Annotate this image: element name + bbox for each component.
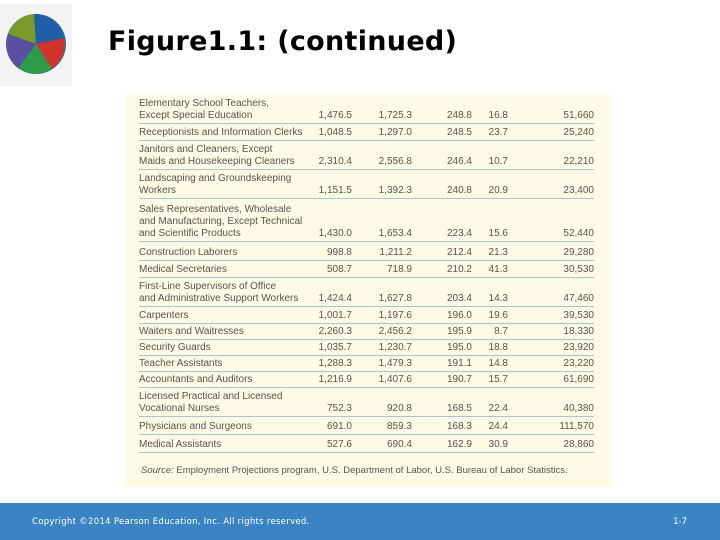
value-cell-1: 1,424.4	[315, 277, 352, 306]
value-cell-3: 191.1	[412, 355, 472, 371]
value-cell-3: 223.4	[412, 198, 472, 241]
occupation-name: Physicians and Surgeons	[139, 416, 315, 434]
value-cell-2: 2,556.8	[352, 140, 412, 169]
table-row	[139, 355, 594, 371]
occupation-name: Accountants and Auditors	[139, 371, 315, 387]
occupation-name: Waiters and Waitresses	[139, 323, 315, 339]
value-cell-4: 22.4	[472, 387, 508, 416]
value-cell-3: 240.8	[412, 169, 472, 198]
table-row	[139, 277, 594, 306]
value-cell-3: 195.0	[412, 339, 472, 355]
value-cell-5: 23,220	[508, 355, 594, 371]
value-cell-1: 2,260.3	[315, 323, 352, 339]
table-row	[139, 140, 594, 169]
value-cell-3: 190.7	[412, 371, 472, 387]
value-cell-2: 1,479.3	[352, 355, 412, 371]
table-row	[139, 371, 594, 387]
table-row	[139, 387, 594, 416]
occupation-table-figure	[125, 95, 612, 487]
value-cell-5: 40,380	[508, 387, 594, 416]
value-cell-1: 1,001.7	[315, 306, 352, 323]
occupation-name: Construction Laborers	[139, 241, 315, 260]
value-cell-5: 29,280	[508, 241, 594, 260]
value-cell-5: 23,400	[508, 169, 594, 198]
occupation-name: First-Line Supervisors of Office and Administrative Support Workers	[139, 277, 315, 306]
value-cell-4: 16.8	[472, 97, 508, 123]
table-row	[139, 97, 594, 123]
value-cell-3: 168.5	[412, 387, 472, 416]
value-cell-3: 246.4	[412, 140, 472, 169]
value-cell-4: 15.6	[472, 198, 508, 241]
occupation-name: Licensed Practical and Licensed Vocational Nurses	[139, 387, 315, 416]
occupation-name: Security Guards	[139, 339, 315, 355]
value-cell-4: 15.7	[472, 371, 508, 387]
value-cell-1: 508.7	[315, 260, 352, 277]
occupation-table	[139, 97, 594, 453]
slide-footer	[0, 503, 720, 540]
value-cell-5: 61,690	[508, 371, 594, 387]
value-cell-4: 20.9	[472, 169, 508, 198]
slide-title: Figure1.1: (continued)	[108, 26, 458, 57]
value-cell-5: 39,530	[508, 306, 594, 323]
value-cell-1: 998.8	[315, 241, 352, 260]
value-cell-1: 752.3	[315, 387, 352, 416]
table-row	[139, 198, 594, 241]
value-cell-3: 210.2	[412, 260, 472, 277]
value-cell-1: 1,288.3	[315, 355, 352, 371]
value-cell-1: 1,035.7	[315, 339, 352, 355]
value-cell-4: 19.6	[472, 306, 508, 323]
value-cell-5: 28,860	[508, 434, 594, 452]
value-cell-5: 51,660	[508, 97, 594, 123]
occupation-name: Teacher Assistants	[139, 355, 315, 371]
occupation-name: Carpenters	[139, 306, 315, 323]
page-number: 1-7	[673, 517, 687, 527]
value-cell-4: 10.7	[472, 140, 508, 169]
value-cell-5: 22,210	[508, 140, 594, 169]
value-cell-5: 52,440	[508, 198, 594, 241]
value-cell-5: 30,530	[508, 260, 594, 277]
value-cell-5: 18,330	[508, 323, 594, 339]
value-cell-5: 25,240	[508, 123, 594, 140]
value-cell-1: 527.6	[315, 434, 352, 452]
value-cell-4: 8.7	[472, 323, 508, 339]
value-cell-1: 2,310.4	[315, 140, 352, 169]
value-cell-3: 248.5	[412, 123, 472, 140]
occupation-name: Sales Representatives, Wholesale and Manufacturing, Except Technical and Scientific Products	[139, 198, 315, 241]
copyright-text: Copyright ©2014 Pearson Education, Inc. All rights reserved.	[32, 517, 310, 527]
value-cell-2: 1,407.6	[352, 371, 412, 387]
source-label: Source:	[141, 465, 174, 476]
table-row	[139, 123, 594, 140]
source-text: Employment Projections program, U.S. Department of Labor, U.S. Bureau of Labor Statistics.	[176, 465, 568, 476]
value-cell-2: 1,653.4	[352, 198, 412, 241]
value-cell-3: 212.4	[412, 241, 472, 260]
table-row	[139, 306, 594, 323]
globe-icon	[4, 12, 68, 76]
value-cell-3: 162.9	[412, 434, 472, 452]
occupation-name: Landscaping and Groundskeeping Workers	[139, 169, 315, 198]
table-row	[139, 260, 594, 277]
table-row	[139, 323, 594, 339]
value-cell-4: 24.4	[472, 416, 508, 434]
table-row	[139, 416, 594, 434]
value-cell-5: 111,570	[508, 416, 594, 434]
value-cell-5: 47,460	[508, 277, 594, 306]
value-cell-2: 1,197.6	[352, 306, 412, 323]
table-row	[139, 339, 594, 355]
value-cell-1: 1,048.5	[315, 123, 352, 140]
table-row	[139, 434, 594, 452]
value-cell-2: 1,211.2	[352, 241, 412, 260]
value-cell-4: 14.8	[472, 355, 508, 371]
value-cell-1: 691.0	[315, 416, 352, 434]
pearson-globe-logo	[0, 4, 72, 86]
value-cell-2: 1,392.3	[352, 169, 412, 198]
value-cell-2: 859.3	[352, 416, 412, 434]
value-cell-4: 14.3	[472, 277, 508, 306]
value-cell-3: 168.3	[412, 416, 472, 434]
value-cell-4: 21.3	[472, 241, 508, 260]
occupation-name: Medical Secretaries	[139, 260, 315, 277]
value-cell-2: 690.4	[352, 434, 412, 452]
value-cell-1: 1,216.9	[315, 371, 352, 387]
value-cell-2: 1,297.0	[352, 123, 412, 140]
value-cell-3: 196.0	[412, 306, 472, 323]
value-cell-4: 23.7	[472, 123, 508, 140]
value-cell-2: 920.8	[352, 387, 412, 416]
value-cell-4: 18.8	[472, 339, 508, 355]
value-cell-1: 1,151.5	[315, 169, 352, 198]
value-cell-2: 2,456.2	[352, 323, 412, 339]
value-cell-4: 30.9	[472, 434, 508, 452]
table-row	[139, 169, 594, 198]
value-cell-1: 1,476.5	[315, 97, 352, 123]
value-cell-1: 1,430.0	[315, 198, 352, 241]
value-cell-2: 1,230.7	[352, 339, 412, 355]
value-cell-2: 1,627.8	[352, 277, 412, 306]
value-cell-3: 195.9	[412, 323, 472, 339]
source-note	[141, 465, 568, 476]
value-cell-2: 1,725.3	[352, 97, 412, 123]
value-cell-3: 203.4	[412, 277, 472, 306]
occupation-name: Janitors and Cleaners, Except Maids and Housekeeping Cleaners	[139, 140, 315, 169]
occupation-name: Elementary School Teachers, Except Special Education	[139, 97, 315, 123]
occupation-name: Medical Assistants	[139, 434, 315, 452]
table-row	[139, 241, 594, 260]
value-cell-4: 41.3	[472, 260, 508, 277]
occupation-name: Receptionists and Information Clerks	[139, 123, 315, 140]
value-cell-3: 248.8	[412, 97, 472, 123]
value-cell-2: 718.9	[352, 260, 412, 277]
value-cell-5: 23,920	[508, 339, 594, 355]
